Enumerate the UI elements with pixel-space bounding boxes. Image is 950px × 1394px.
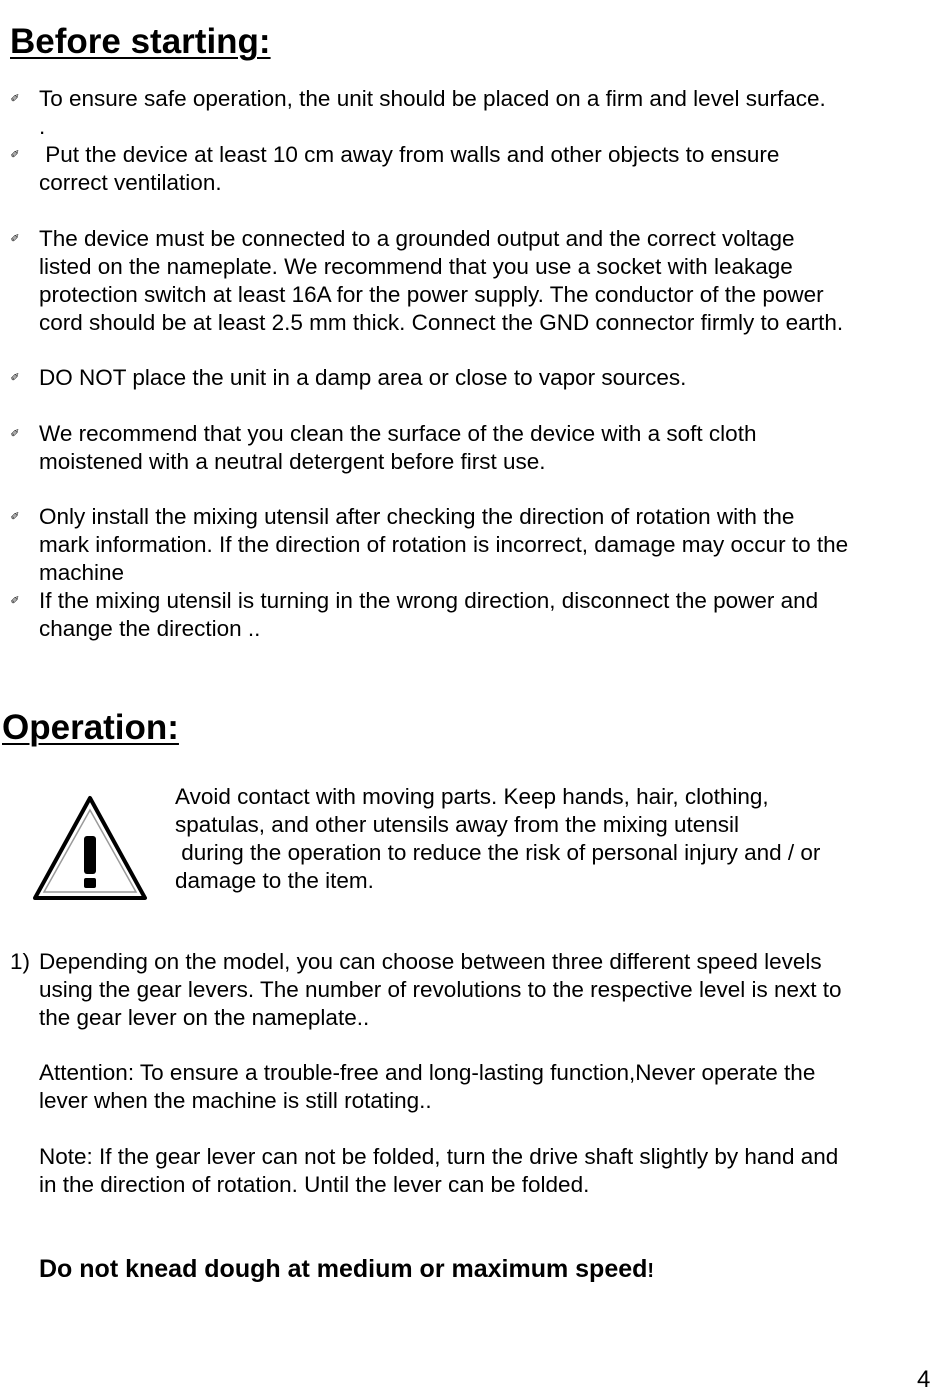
bullet-item-damp-area xyxy=(39,364,686,392)
bullet-item-line: DO NOT place the unit in a damp area or close to vapor sources. xyxy=(39,365,687,390)
step-1-text xyxy=(39,948,842,1032)
bold-speed-warning-exclamation: ! xyxy=(647,1260,655,1282)
note-line: in the direction of rotation. Until the lever can be folded. xyxy=(39,1172,590,1197)
bullet-pencil-icon: ✐ xyxy=(10,594,20,607)
bullet-item-line: mark information. If the direction of rotation is incorrect, damage may occur to the xyxy=(39,532,849,557)
warning-line: during the operation to reduce the risk of personal injury and / or xyxy=(175,840,821,865)
warning-line: damage to the item. xyxy=(175,868,374,893)
bullet-item-ventilation xyxy=(39,141,779,197)
bullet-pencil-icon: ✐ xyxy=(10,92,20,105)
warning-text xyxy=(175,783,820,895)
bullet-item-line: machine xyxy=(39,560,125,585)
bold-speed-warning xyxy=(39,1254,654,1286)
bullet-pencil-icon: ✐ xyxy=(10,427,20,440)
bullet-pencil-icon: ✐ xyxy=(10,371,20,384)
bullet-item-line: listed on the nameplate. We recommend that you use a socket with leakage xyxy=(39,254,793,279)
warning-line: Avoid contact with moving parts. Keep hands, hair, clothing, xyxy=(175,784,769,809)
bullet-item-line: cord should be at least 2.5 mm thick. Connect the GND connector firmly to earth. xyxy=(39,310,844,335)
bullet-item-placement xyxy=(39,85,826,141)
bullet-pencil-icon: ✐ xyxy=(10,148,20,161)
attention-paragraph xyxy=(39,1059,815,1115)
step-line: Depending on the model, you can choose between three different speed levels xyxy=(39,949,822,974)
section-title-operation: Operation: xyxy=(2,708,179,747)
warning-triangle-icon xyxy=(30,792,150,904)
bullet-item-wrong-direction xyxy=(39,587,818,643)
bullet-item-line: If the mixing utensil is turning in the wrong direction, disconnect the power and xyxy=(39,588,819,613)
note-paragraph xyxy=(39,1143,838,1199)
bullet-item-line: The device must be connected to a grounded output and the correct voltage xyxy=(39,226,795,251)
step-line: the gear lever on the nameplate.. xyxy=(39,1005,370,1030)
bullet-item-cleaning xyxy=(39,420,756,476)
bullet-item-line: Only install the mixing utensil after checking the direction of rotation with the xyxy=(39,504,795,529)
bullet-item-line: . xyxy=(39,114,46,139)
step-number: 1) xyxy=(10,949,31,974)
attention-line: lever when the machine is still rotating.. xyxy=(39,1088,432,1113)
bullet-pencil-icon: ✐ xyxy=(10,510,20,523)
bold-speed-warning-text: Do not knead dough at medium or maximum speed xyxy=(39,1255,648,1283)
page-number: 4 xyxy=(917,1366,931,1393)
bullet-item-line: To ensure safe operation, the unit should be placed on a firm and level surface. xyxy=(39,86,826,111)
bullet-item-line: change the direction .. xyxy=(39,616,261,641)
bullet-pencil-icon: ✐ xyxy=(10,232,20,245)
bullet-item-line: We recommend that you clean the surface of the device with a soft cloth xyxy=(39,421,757,446)
bullet-item-line: protection switch at least 16A for the power supply. The conductor of the power xyxy=(39,282,824,307)
bullet-item-rotation-check xyxy=(39,503,848,587)
warning-line: spatulas, and other utensils away from the mixing utensil xyxy=(175,812,740,837)
section-title-before-starting: Before starting: xyxy=(10,22,271,61)
bullet-item-line: Put the device at least 10 cm away from walls and other objects to ensure xyxy=(39,142,780,167)
attention-line: Attention: To ensure a trouble-free and long-lasting function,Never operate the xyxy=(39,1060,816,1085)
note-line: Note: If the gear lever can not be folded, turn the drive shaft slightly by hand and xyxy=(39,1144,839,1169)
bullet-item-line: correct ventilation. xyxy=(39,170,222,195)
step-line: using the gear levers. The number of revolutions to the respective level is next to xyxy=(39,977,842,1002)
bullet-item-grounding xyxy=(39,225,843,337)
bullet-item-line: moistened with a neutral detergent before first use. xyxy=(39,449,546,474)
